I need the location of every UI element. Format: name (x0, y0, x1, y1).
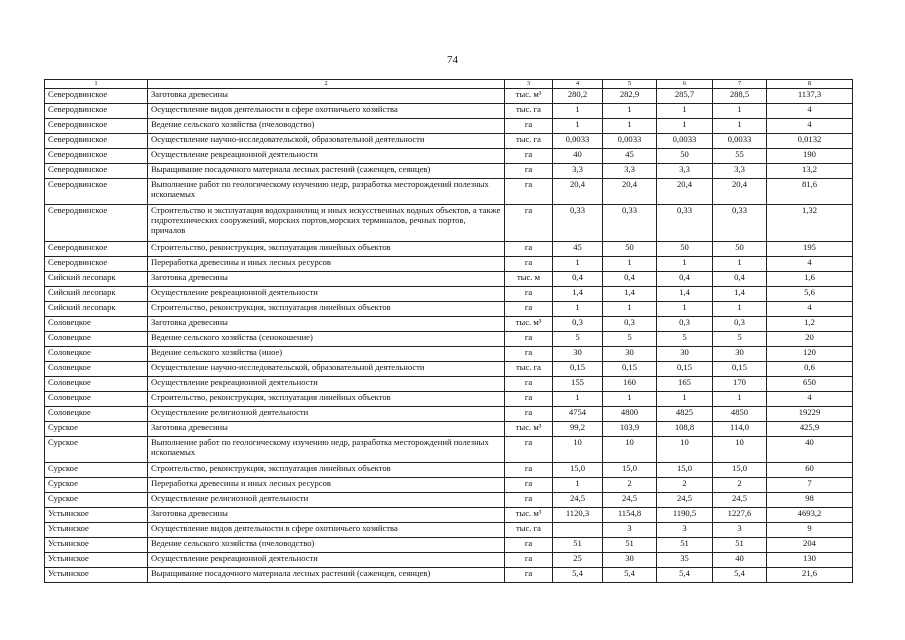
year-2-value-cell: 1,4 (603, 286, 657, 301)
year-4-value-cell: 0,15 (713, 361, 767, 376)
table-row (45, 118, 853, 133)
total-cell: 40 (767, 436, 853, 462)
total-cell: 9 (767, 522, 853, 537)
year-2-value-cell: 3 (603, 522, 657, 537)
year-1-value-cell: 1 (553, 103, 603, 118)
district-cell: Сурское (45, 462, 148, 477)
table-row (45, 421, 853, 436)
activity-cell: Осуществление видов деятельности в сфере охотничьего хозяйства (148, 522, 505, 537)
year-2-value-cell: 0,15 (603, 361, 657, 376)
year-4-value-cell: 15,0 (713, 462, 767, 477)
district-cell: Соловецкое (45, 331, 148, 346)
page-number: 74 (447, 54, 458, 66)
table-row (45, 436, 853, 462)
year-3-value-cell: 10 (657, 436, 713, 462)
year-1-value-cell: 40 (553, 148, 603, 163)
district-cell: Соловецкое (45, 391, 148, 406)
year-4-value-cell: 55 (713, 148, 767, 163)
year-3-value-cell: 1,4 (657, 286, 713, 301)
year-4-value-cell: 5 (713, 331, 767, 346)
table-row (45, 204, 853, 241)
column-number: 2 (148, 80, 505, 89)
table-row (45, 567, 853, 582)
district-cell: Северодвинское (45, 133, 148, 148)
column-number-row (45, 80, 853, 89)
year-3-value-cell: 0,4 (657, 271, 713, 286)
total-cell: 425,9 (767, 421, 853, 436)
total-cell: 13,2 (767, 163, 853, 178)
activity-cell: Заготовка древесины (148, 316, 505, 331)
activity-cell: Выполнение работ по геологическому изучению недр, разработка месторождений полезных ископаемых (148, 436, 505, 462)
year-3-value-cell: 50 (657, 241, 713, 256)
year-4-value-cell: 3,3 (713, 163, 767, 178)
year-2-value-cell: 5 (603, 331, 657, 346)
year-3-value-cell: 1 (657, 301, 713, 316)
table-row (45, 316, 853, 331)
district-cell: Северодвинское (45, 178, 148, 204)
column-number: 1 (45, 80, 148, 89)
year-1-value-cell: 4754 (553, 406, 603, 421)
activity-cell: Осуществление рекреационной деятельности (148, 552, 505, 567)
unit-cell: тыс. га (505, 133, 553, 148)
activity-cell: Осуществление рекреационной деятельности (148, 148, 505, 163)
column-number: 7 (713, 80, 767, 89)
activity-cell: Осуществление рекреационной деятельности (148, 286, 505, 301)
table-row (45, 88, 853, 103)
total-cell: 0,6 (767, 361, 853, 376)
total-cell: 7 (767, 477, 853, 492)
unit-cell: га (505, 376, 553, 391)
year-1-value-cell: 20,4 (553, 178, 603, 204)
total-cell: 650 (767, 376, 853, 391)
year-1-value-cell: 15,0 (553, 462, 603, 477)
total-cell: 21,6 (767, 567, 853, 582)
unit-cell: тыс. га (505, 361, 553, 376)
year-1-value-cell: 5,4 (553, 567, 603, 582)
year-2-value-cell: 50 (603, 241, 657, 256)
district-cell: Северодвинское (45, 118, 148, 133)
year-4-value-cell: 40 (713, 552, 767, 567)
year-2-value-cell: 0,4 (603, 271, 657, 286)
year-3-value-cell: 30 (657, 346, 713, 361)
activity-cell: Ведение сельского хозяйства (сенокошение) (148, 331, 505, 346)
year-4-value-cell: 0,3 (713, 316, 767, 331)
unit-cell: га (505, 436, 553, 462)
year-1-value-cell: 25 (553, 552, 603, 567)
district-cell: Сурское (45, 421, 148, 436)
year-3-value-cell: 5,4 (657, 567, 713, 582)
year-4-value-cell: 1 (713, 256, 767, 271)
year-1-value-cell: 10 (553, 436, 603, 462)
column-number: 5 (603, 80, 657, 89)
activity-cell: Ведение сельского хозяйства (пчеловодство) (148, 118, 505, 133)
year-3-value-cell: 1 (657, 391, 713, 406)
year-2-value-cell: 160 (603, 376, 657, 391)
year-4-value-cell: 1,4 (713, 286, 767, 301)
total-cell: 0,0132 (767, 133, 853, 148)
district-cell: Соловецкое (45, 361, 148, 376)
district-cell: Устьянское (45, 507, 148, 522)
year-4-value-cell: 288,5 (713, 88, 767, 103)
table-row (45, 391, 853, 406)
year-3-value-cell: 0,0033 (657, 133, 713, 148)
year-2-value-cell: 20,4 (603, 178, 657, 204)
district-cell: Соловецкое (45, 376, 148, 391)
year-3-value-cell: 51 (657, 537, 713, 552)
unit-cell: тыс. м³ (505, 88, 553, 103)
total-cell: 5,6 (767, 286, 853, 301)
table-row (45, 271, 853, 286)
activity-cell: Строительство, реконструкция, эксплуатация линейных объектов (148, 391, 505, 406)
activity-cell: Строительство, реконструкция, эксплуатация линейных объектов (148, 462, 505, 477)
activity-cell: Ведение сельского хозяйства (иное) (148, 346, 505, 361)
year-2-value-cell: 0,3 (603, 316, 657, 331)
year-1-value-cell (553, 522, 603, 537)
year-1-value-cell: 1 (553, 391, 603, 406)
total-cell: 1,32 (767, 204, 853, 241)
district-cell: Соловецкое (45, 346, 148, 361)
year-2-value-cell: 1 (603, 256, 657, 271)
table-row (45, 103, 853, 118)
activity-cell: Осуществление рекреационной деятельности (148, 376, 505, 391)
year-2-value-cell: 15,0 (603, 462, 657, 477)
activity-cell: Заготовка древесины (148, 88, 505, 103)
year-4-value-cell: 24,5 (713, 492, 767, 507)
activity-cell: Заготовка древесины (148, 507, 505, 522)
unit-cell: га (505, 331, 553, 346)
unit-cell: га (505, 286, 553, 301)
table-row (45, 163, 853, 178)
district-cell: Сийский лесопарк (45, 271, 148, 286)
year-4-value-cell: 0,0033 (713, 133, 767, 148)
table-row (45, 361, 853, 376)
year-2-value-cell: 0,33 (603, 204, 657, 241)
year-3-value-cell: 4825 (657, 406, 713, 421)
table-row (45, 331, 853, 346)
year-4-value-cell: 3 (713, 522, 767, 537)
year-2-value-cell: 1 (603, 103, 657, 118)
district-cell: Северодвинское (45, 204, 148, 241)
unit-cell: га (505, 462, 553, 477)
unit-cell: га (505, 256, 553, 271)
unit-cell: га (505, 477, 553, 492)
activity-cell: Заготовка древесины (148, 421, 505, 436)
year-3-value-cell: 3 (657, 522, 713, 537)
year-2-value-cell: 282,9 (603, 88, 657, 103)
table-row (45, 178, 853, 204)
year-4-value-cell: 20,4 (713, 178, 767, 204)
activity-cell: Осуществление научно-исследовательской, образовательной деятельности (148, 361, 505, 376)
year-4-value-cell: 170 (713, 376, 767, 391)
district-cell: Соловецкое (45, 406, 148, 421)
year-4-value-cell: 2 (713, 477, 767, 492)
year-2-value-cell: 103,9 (603, 421, 657, 436)
activity-cell: Заготовка древесины (148, 271, 505, 286)
year-1-value-cell: 51 (553, 537, 603, 552)
district-cell: Северодвинское (45, 148, 148, 163)
district-cell: Устьянское (45, 537, 148, 552)
year-3-value-cell: 3,3 (657, 163, 713, 178)
year-2-value-cell: 30 (603, 552, 657, 567)
table-row (45, 133, 853, 148)
unit-cell: га (505, 241, 553, 256)
unit-cell: га (505, 391, 553, 406)
year-2-value-cell: 10 (603, 436, 657, 462)
unit-cell: га (505, 148, 553, 163)
total-cell: 20 (767, 331, 853, 346)
year-3-value-cell: 0,3 (657, 316, 713, 331)
year-2-value-cell: 1154,8 (603, 507, 657, 522)
year-3-value-cell: 1190,5 (657, 507, 713, 522)
total-cell: 81,6 (767, 178, 853, 204)
total-cell: 4 (767, 391, 853, 406)
district-cell: Устьянское (45, 552, 148, 567)
activity-cell: Строительство и эксплуатация водохранилищ и иных искусственных водных объектов, а также гидротехнических сооружений, морских портов,морских терминалов, речных портов, причалов (148, 204, 505, 241)
year-1-value-cell: 1 (553, 118, 603, 133)
table-row (45, 492, 853, 507)
year-2-value-cell: 5,4 (603, 567, 657, 582)
year-1-value-cell: 5 (553, 331, 603, 346)
year-2-value-cell: 24,5 (603, 492, 657, 507)
year-1-value-cell: 0,0033 (553, 133, 603, 148)
year-1-value-cell: 99,2 (553, 421, 603, 436)
table-row (45, 256, 853, 271)
column-number: 8 (767, 80, 853, 89)
activity-cell: Выполнение работ по геологическому изучению недр, разработка месторождений полезных ископаемых (148, 178, 505, 204)
year-4-value-cell: 30 (713, 346, 767, 361)
year-1-value-cell: 1120,3 (553, 507, 603, 522)
year-1-value-cell: 1 (553, 477, 603, 492)
activity-cell: Осуществление научно-исследовательской, образовательной деятельности (148, 133, 505, 148)
year-1-value-cell: 30 (553, 346, 603, 361)
year-2-value-cell: 30 (603, 346, 657, 361)
year-1-value-cell: 0,3 (553, 316, 603, 331)
activity-cell: Выращивание посадочного материала лесных растений (саженцев, сеянцев) (148, 567, 505, 582)
year-3-value-cell: 20,4 (657, 178, 713, 204)
table-row (45, 346, 853, 361)
district-cell: Сурское (45, 492, 148, 507)
year-1-value-cell: 45 (553, 241, 603, 256)
total-cell: 204 (767, 537, 853, 552)
year-4-value-cell: 0,33 (713, 204, 767, 241)
district-cell: Северодвинское (45, 103, 148, 118)
total-cell: 98 (767, 492, 853, 507)
total-cell: 1137,3 (767, 88, 853, 103)
total-cell: 19229 (767, 406, 853, 421)
column-number: 4 (553, 80, 603, 89)
unit-cell: тыс. м³ (505, 507, 553, 522)
unit-cell: тыс. м³ (505, 421, 553, 436)
year-1-value-cell: 3,3 (553, 163, 603, 178)
year-2-value-cell: 1 (603, 118, 657, 133)
unit-cell: га (505, 406, 553, 421)
total-cell: 4 (767, 301, 853, 316)
year-2-value-cell: 1 (603, 301, 657, 316)
table-row (45, 537, 853, 552)
district-cell: Сурское (45, 477, 148, 492)
unit-cell: тыс. м (505, 271, 553, 286)
unit-cell: га (505, 492, 553, 507)
year-2-value-cell: 0,0033 (603, 133, 657, 148)
total-cell: 1,2 (767, 316, 853, 331)
year-4-value-cell: 50 (713, 241, 767, 256)
year-3-value-cell: 1 (657, 118, 713, 133)
year-2-value-cell: 3,3 (603, 163, 657, 178)
year-4-value-cell: 1 (713, 391, 767, 406)
table-row (45, 406, 853, 421)
total-cell: 130 (767, 552, 853, 567)
table-row (45, 477, 853, 492)
unit-cell: га (505, 301, 553, 316)
year-3-value-cell: 50 (657, 148, 713, 163)
total-cell: 60 (767, 462, 853, 477)
table-row (45, 301, 853, 316)
year-1-value-cell: 24,5 (553, 492, 603, 507)
year-1-value-cell: 0,4 (553, 271, 603, 286)
unit-cell: тыс. га (505, 103, 553, 118)
year-1-value-cell: 0,33 (553, 204, 603, 241)
year-3-value-cell: 0,15 (657, 361, 713, 376)
total-cell: 195 (767, 241, 853, 256)
district-cell: Соловецкое (45, 316, 148, 331)
total-cell: 4 (767, 118, 853, 133)
year-3-value-cell: 108,8 (657, 421, 713, 436)
year-2-value-cell: 2 (603, 477, 657, 492)
table-row (45, 376, 853, 391)
year-2-value-cell: 51 (603, 537, 657, 552)
district-cell: Северодвинское (45, 256, 148, 271)
activity-cell: Осуществление религиозной деятельности (148, 406, 505, 421)
year-1-value-cell: 1 (553, 256, 603, 271)
year-4-value-cell: 114,0 (713, 421, 767, 436)
column-number: 3 (505, 80, 553, 89)
table-row (45, 286, 853, 301)
year-4-value-cell: 1 (713, 301, 767, 316)
activity-cell: Строительство, реконструкция, эксплуатация линейных объектов (148, 241, 505, 256)
year-1-value-cell: 0,15 (553, 361, 603, 376)
year-1-value-cell: 280,2 (553, 88, 603, 103)
district-cell: Сийский лесопарк (45, 286, 148, 301)
total-cell: 4 (767, 103, 853, 118)
year-3-value-cell: 5 (657, 331, 713, 346)
unit-cell: га (505, 178, 553, 204)
year-4-value-cell: 1227,6 (713, 507, 767, 522)
year-3-value-cell: 24,5 (657, 492, 713, 507)
year-1-value-cell: 1,4 (553, 286, 603, 301)
unit-cell: га (505, 552, 553, 567)
table-row (45, 462, 853, 477)
district-cell: Устьянское (45, 567, 148, 582)
year-2-value-cell: 4800 (603, 406, 657, 421)
unit-cell: га (505, 163, 553, 178)
unit-cell: га (505, 567, 553, 582)
unit-cell: га (505, 204, 553, 241)
district-cell: Северодвинское (45, 88, 148, 103)
year-4-value-cell: 1 (713, 118, 767, 133)
year-3-value-cell: 285,7 (657, 88, 713, 103)
unit-cell: га (505, 118, 553, 133)
district-cell: Сийский лесопарк (45, 301, 148, 316)
table-row (45, 552, 853, 567)
year-4-value-cell: 5,4 (713, 567, 767, 582)
table-row (45, 522, 853, 537)
total-cell: 1,6 (767, 271, 853, 286)
total-cell: 190 (767, 148, 853, 163)
forest-use-table (44, 79, 853, 583)
activity-cell: Осуществление религиозной деятельности (148, 492, 505, 507)
year-4-value-cell: 10 (713, 436, 767, 462)
unit-cell: га (505, 537, 553, 552)
year-2-value-cell: 1 (603, 391, 657, 406)
unit-cell: тыс. га (505, 522, 553, 537)
year-1-value-cell: 1 (553, 301, 603, 316)
district-cell: Северодвинское (45, 163, 148, 178)
district-cell: Сурское (45, 436, 148, 462)
year-3-value-cell: 1 (657, 103, 713, 118)
year-4-value-cell: 0,4 (713, 271, 767, 286)
district-cell: Устьянское (45, 522, 148, 537)
unit-cell: га (505, 346, 553, 361)
activity-cell: Строительство, реконструкция, эксплуатация линейных объектов (148, 301, 505, 316)
year-1-value-cell: 155 (553, 376, 603, 391)
unit-cell: тыс. м³ (505, 316, 553, 331)
total-cell: 4693,2 (767, 507, 853, 522)
table-row (45, 241, 853, 256)
year-4-value-cell: 51 (713, 537, 767, 552)
year-3-value-cell: 2 (657, 477, 713, 492)
total-cell: 120 (767, 346, 853, 361)
activity-cell: Переработка древесины и иных лесных ресурсов (148, 256, 505, 271)
year-3-value-cell: 15,0 (657, 462, 713, 477)
table-row (45, 507, 853, 522)
activity-cell: Выращивание посадочного материала лесных растений (саженцев, сеянцев) (148, 163, 505, 178)
year-3-value-cell: 0,33 (657, 204, 713, 241)
year-3-value-cell: 165 (657, 376, 713, 391)
year-4-value-cell: 4850 (713, 406, 767, 421)
year-3-value-cell: 1 (657, 256, 713, 271)
activity-cell: Ведение сельского хозяйства (пчеловодство) (148, 537, 505, 552)
column-number: 6 (657, 80, 713, 89)
activity-cell: Осуществление видов деятельности в сфере охотничьего хозяйства (148, 103, 505, 118)
year-3-value-cell: 35 (657, 552, 713, 567)
year-4-value-cell: 1 (713, 103, 767, 118)
district-cell: Северодвинское (45, 241, 148, 256)
total-cell: 4 (767, 256, 853, 271)
year-2-value-cell: 45 (603, 148, 657, 163)
activity-cell: Переработка древесины и иных лесных ресурсов (148, 477, 505, 492)
table-row (45, 148, 853, 163)
